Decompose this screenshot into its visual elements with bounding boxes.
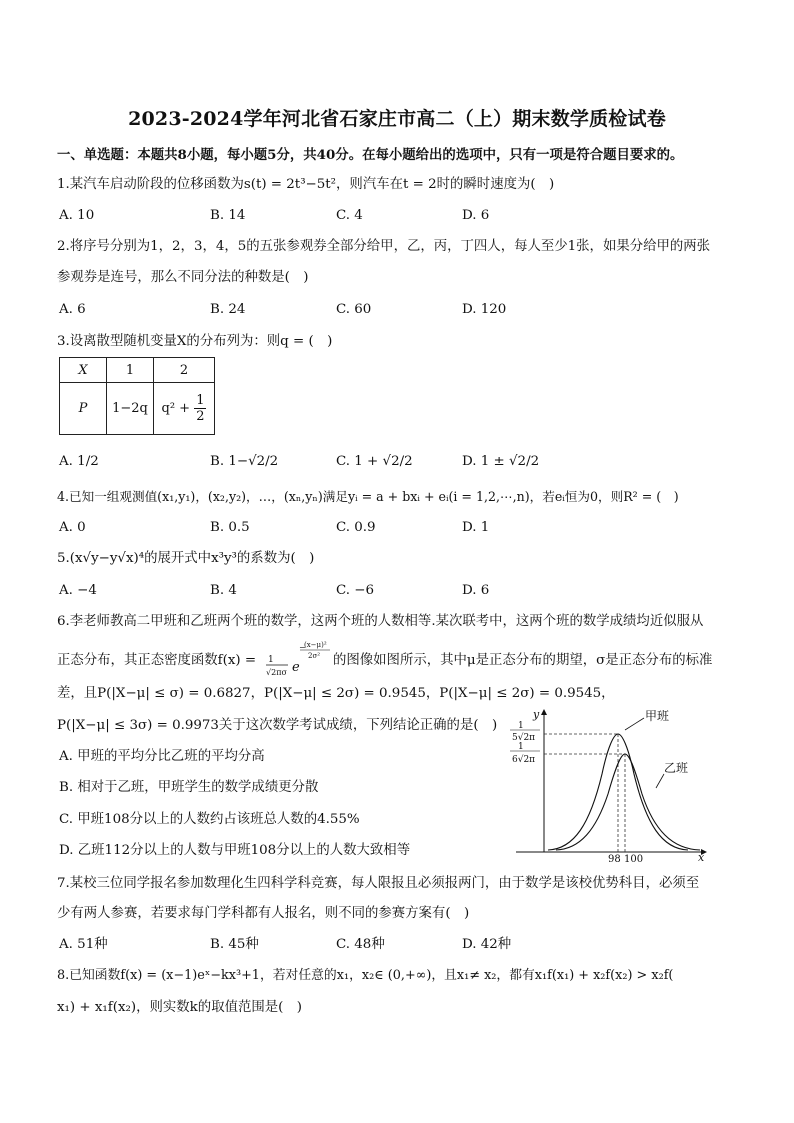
question-2-cont: 参观券是连号，那么不同分法的种数是( ) <box>57 270 309 285</box>
svg-text:e: e <box>292 660 300 675</box>
question-1: 1.某汽车启动阶段的位移函数为s(t) = 2t³−5t²，则汽车在t = 2时的瞬时速度为( ) <box>57 177 555 192</box>
question-7: 7.某校三位同学报名参加数理化生四科学科竞赛，每人限报且必须报两门，由于数学是该校优势科目，必须至 <box>57 876 700 891</box>
q1-option-a: A. 10 <box>59 208 95 223</box>
question-3: 3.设离散型随机变量X的分布列为：则q = ( ) <box>57 334 333 349</box>
table-header-x: X <box>60 358 107 383</box>
y2-num: 1 <box>518 742 524 752</box>
question-5: 5.(x√y−y√x)⁴的展开式中x³y³的系数为( ) <box>57 551 315 566</box>
y-axis-label: y <box>533 708 540 721</box>
q4-option-c: C. 0.9 <box>336 520 376 535</box>
q1-option-c: C. 4 <box>336 208 363 223</box>
y1-num: 1 <box>518 721 524 731</box>
question-6: 6.李老师教高二甲班和乙班两个班的数学，这两个班的人数相等.某次联考中，这两个班的数学成绩均近似服从 <box>57 614 704 629</box>
distribution-table <box>59 357 215 435</box>
q7-option-a: A. 51种 <box>59 937 108 952</box>
question-8: 8.已知函数f(x) = (x−1)eˣ−kx³+1，若对任意的x₁，x₂∈ (0,+∞)，且x₁≠ x₂，都有x₁f(x₁) + x₂f(x₂) > x₂f( <box>57 968 674 983</box>
question-4: 4.已知一组观测值(x₁,y₁)，(x₂,y₂)，…，(xₙ,yₙ)满足yᵢ = a + bxᵢ + eᵢ(i = 1,2,⋯,n)，若eᵢ恒为0，则R² = ( ) <box>57 489 679 504</box>
y1-den: 5√2π <box>512 733 536 743</box>
fraction-half <box>194 393 206 424</box>
q6-option-d: D. 乙班112分以上的人数与甲班108分以上的人数大致相等 <box>59 843 411 858</box>
question-6-line2a: 正态分布，其正态密度函数f(x) = <box>57 653 257 668</box>
density-formula <box>266 634 332 678</box>
question-2: 2.将序号分别为1，2，3，4，5的五张参观券全部分给甲，乙，丙，丁四人，每人至少1张，如果分给甲的两张 <box>57 239 711 254</box>
table-cell-1-2q: 1−2q <box>107 383 154 435</box>
q6-option-b: B. 相对于乙班，甲班学生的数学成绩更分散 <box>59 780 319 795</box>
question-8-cont: x₁) + x₁f(x₂)，则实数k的取值范围是( ) <box>57 1000 302 1015</box>
svg-text:√2πσ: √2πσ <box>266 668 287 677</box>
q2-option-a: A. 6 <box>59 302 86 317</box>
question-6-line4: P(|X−μ| ≤ 3σ) = 0.9973关于这次数学考试成绩，下列结论正确的是( ) <box>57 718 498 733</box>
q6-option-c: C. 甲班108分以上的人数约占该班总人数的4.55% <box>59 812 360 827</box>
question-7-cont: 少有两人参赛，若要求每门学科都有人报名，则不同的参赛方案有( ) <box>57 906 470 921</box>
q4-option-a: A. 0 <box>59 520 86 535</box>
q3-option-b: B. 1−√2/2 <box>210 454 279 469</box>
x-tick-98: 98 <box>608 854 621 865</box>
q3-option-a: A. 1/2 <box>59 454 99 469</box>
q4-option-d: D. 1 <box>462 520 490 535</box>
q5-option-b: B. 4 <box>210 583 237 598</box>
q7-option-d: D. 42种 <box>462 937 512 952</box>
table-header-1: 1 <box>107 358 154 383</box>
x-tick-100: 100 <box>624 854 644 865</box>
section-heading: 一、单选题：本题共8小题，每小题5分，共40分。在每小题给出的选项中，只有一项是符合题目要求的。 <box>57 147 684 163</box>
q7-option-c: C. 48种 <box>336 937 385 952</box>
q5-option-a: A. −4 <box>59 583 97 598</box>
table-header-2: 2 <box>154 358 215 383</box>
svg-text:2σ²: 2σ² <box>308 652 321 660</box>
y2-den: 6√2π <box>512 755 536 765</box>
svg-text:−: − <box>299 643 306 652</box>
x-axis-label: x <box>698 851 705 864</box>
svg-text:(x−μ)²: (x−μ)² <box>304 641 327 649</box>
q7-option-b: B. 45种 <box>210 937 259 952</box>
label-yi: 乙班 <box>664 761 689 775</box>
q4-option-b: B. 0.5 <box>210 520 250 535</box>
fraction-den: 2 <box>196 409 205 424</box>
q2-option-d: D. 120 <box>462 302 507 317</box>
q1-option-b: B. 14 <box>210 208 246 223</box>
question-6-line3: 差，且P(|X−μ| ≤ σ) = 0.6827，P(|X−μ| ≤ 2σ) = 0.9545，P(|X−μ| ≤ 2σ) = 0.9545， <box>57 686 615 701</box>
q3-option-c: C. 1 + √2/2 <box>336 454 413 469</box>
q2-option-b: B. 24 <box>210 302 246 317</box>
table-cell-p: P <box>60 383 107 435</box>
q5-option-d: D. 6 <box>462 583 490 598</box>
question-6-line2b: 的图像如图所示，其中μ是正态分布的期望，σ是正态分布的标准 <box>333 653 713 668</box>
fraction-num: 1 <box>196 393 205 408</box>
page-title: 2023-2024学年河北省石家庄市高二（上）期末数学质检试卷 <box>128 108 666 130</box>
q5-option-c: C. −6 <box>336 583 375 598</box>
normal-curves-figure <box>504 704 714 866</box>
q3-option-d: D. 1 ± √2/2 <box>462 454 540 469</box>
svg-text:1: 1 <box>268 655 274 665</box>
q6-option-a: A. 甲班的平均分比乙班的平均分高 <box>59 749 265 764</box>
table-cell-q2: q² + <box>161 401 191 416</box>
table-cell-q2-half <box>154 383 215 435</box>
label-jia: 甲班 <box>645 709 670 723</box>
q2-option-c: C. 60 <box>336 302 372 317</box>
q1-option-d: D. 6 <box>462 208 490 223</box>
